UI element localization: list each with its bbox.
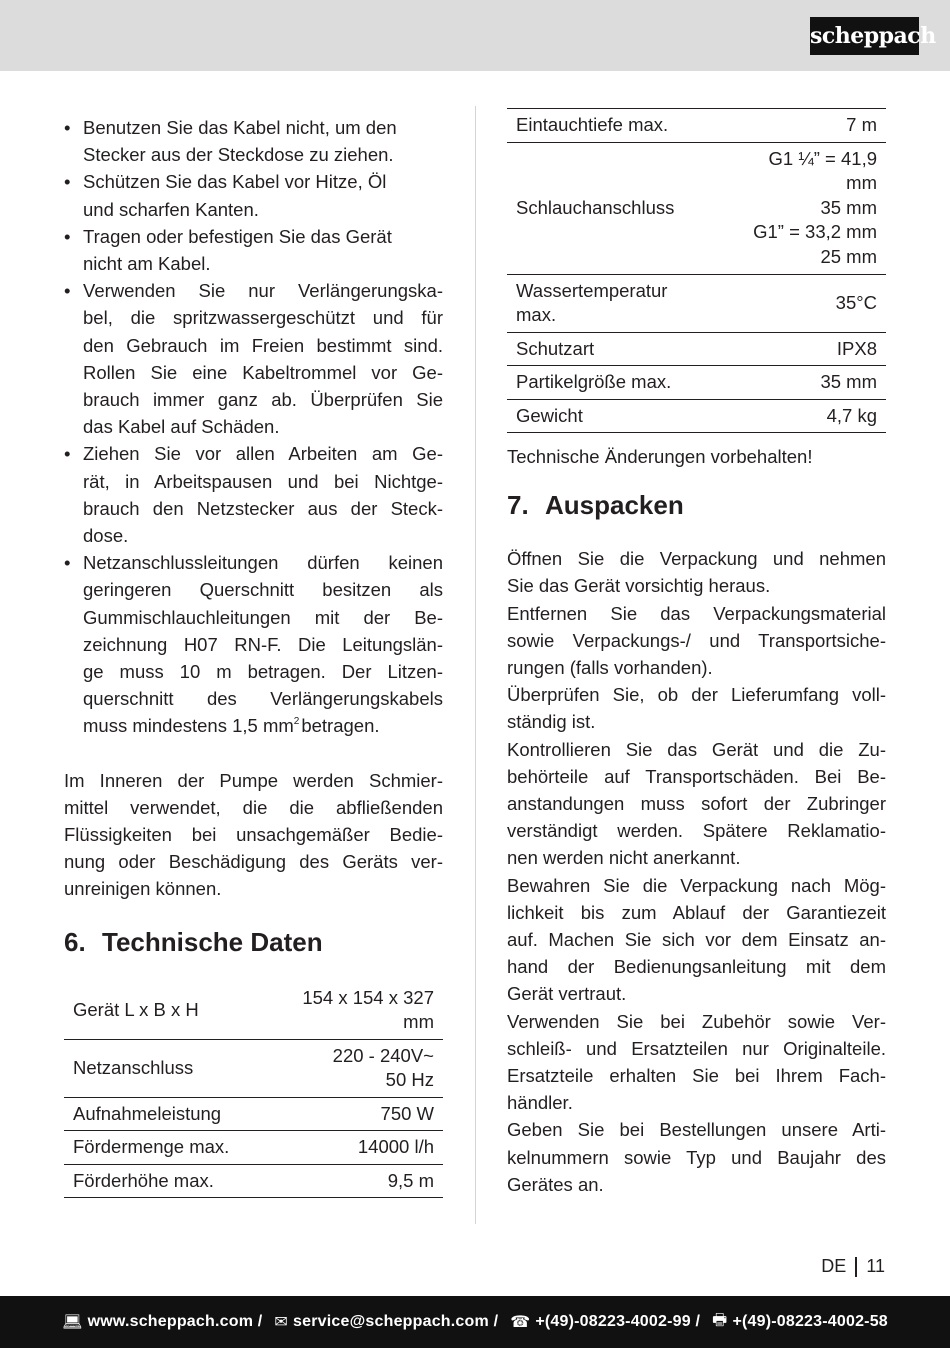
bullet-item (64, 223, 443, 277)
spec-value: IPX8 (836, 337, 877, 359)
text-line: nicht am Kabel. (83, 253, 211, 275)
bullet-item (64, 440, 443, 549)
spec-label: Schlauchanschluss (516, 196, 675, 218)
column-divider (475, 106, 476, 1224)
text-line: behörteile auf Transportschäden. Bei Be- (507, 765, 886, 787)
spec-value: 14000 l/h (357, 1136, 434, 1158)
spec-label: Netzanschluss (73, 1056, 194, 1078)
section-7-heading (507, 490, 886, 521)
envelope-icon: ✉︎ (274, 1314, 289, 1331)
spec-label: Eintauchtiefe max. (516, 114, 669, 135)
section-number: 7. (507, 490, 529, 521)
text-line: • Netzanschlussleitungen dürfen keinen (83, 552, 443, 574)
text-line: Bewahren Sie die Verpackung nach Mög- (507, 874, 886, 896)
fax-number: +(49)-08223-4002-58 (732, 1313, 888, 1330)
text-line: bel, die spritzwassergeschützt und für (83, 307, 443, 329)
text-line: anstandungen muss sofort der Zubringer (507, 793, 886, 815)
text-line: • Verwenden Sie nur Verlängerungska- (83, 280, 443, 302)
text-line: Sie das Gerät vorsichtig heraus. (507, 575, 771, 597)
page-number-divider (855, 1257, 857, 1277)
text-line: nung oder Beschädigung des Geräts ver- (64, 851, 443, 873)
phone-icon: ☎ (510, 1314, 531, 1331)
page-number-value: 11 (866, 1256, 885, 1276)
table-row (64, 1039, 443, 1097)
spec-value (717, 142, 886, 274)
spec-label: Schutzart (516, 337, 595, 359)
spec-label: Gerät L x B x H (73, 998, 199, 1020)
text-line: unreinigen können. (64, 878, 222, 900)
section-number: 6. (64, 926, 86, 957)
safety-bullet-list (64, 114, 443, 740)
table-row (64, 1131, 443, 1165)
text-line: • Ziehen Sie vor allen Arbeiten am Ge- (83, 443, 443, 465)
value-line: G1 ¼” = 41,9 (768, 147, 877, 169)
text-line: geringeren Querschnitt besitzen als (83, 579, 443, 601)
table-row (507, 274, 886, 332)
bullet-item (64, 277, 443, 440)
value-line: 35 mm (820, 196, 877, 218)
text-line: Flüssigkeiten bei unsachgemäßer Bedie- (64, 824, 443, 846)
text-line: Kontrollieren Sie das Gerät und die Zu- (507, 738, 886, 760)
spec-label: Fördermenge max. (73, 1136, 230, 1158)
text-line: und scharfen Kanten. (83, 198, 259, 220)
text-fragment: betragen. (301, 715, 380, 737)
text-line: brauch immer ganz ab. Überprüfen Sie (83, 389, 443, 411)
text-line: ge muss 10 m betragen. Der Litzen- (83, 661, 443, 683)
spec-value: 7 m (846, 114, 877, 135)
spec-value: 4,7 kg (826, 404, 877, 426)
right-column (507, 108, 886, 1198)
bullet-item (64, 549, 443, 739)
tech-data-table-right (507, 108, 886, 433)
label-line: Wassertemperatur (516, 279, 668, 301)
value-line: 154 x 154 x 327 (302, 986, 434, 1008)
value-line: 25 mm (820, 245, 877, 267)
text-line: Im Inneren der Pumpe werden Schmier- (64, 769, 443, 791)
spec-label: Aufnahmeleistung (73, 1102, 222, 1124)
text-line: Überprüfen Sie, ob der Lieferumfang voll- (507, 684, 886, 706)
text-line: • Tragen oder befestigen Sie das Gerät (83, 225, 392, 247)
spec-label: Förderhöhe max. (73, 1169, 214, 1191)
table-row (64, 1097, 443, 1131)
phone-number: +(49)-08223-4002-99 / (535, 1313, 701, 1330)
superscript: 2 (293, 716, 300, 728)
text-line: das Kabel auf Schäden. (83, 416, 280, 438)
table-row (507, 366, 886, 400)
text-line: Gummischlauchleitungen mit der Be- (83, 606, 443, 628)
table-row (64, 982, 443, 1040)
text-line: ständig ist. (507, 711, 596, 733)
text-line: händler. (507, 1092, 573, 1114)
left-column (64, 114, 443, 1198)
section-6-heading (64, 927, 443, 958)
text-line: schleiß- und Ersatzteilen nur Originalteile. (507, 1037, 886, 1059)
spec-label: Gewicht (516, 404, 583, 426)
text-line: • Benutzen Sie das Kabel nicht, um den (83, 117, 397, 138)
text-line: den Gebrauch im Freien bestimmt sind. (83, 334, 443, 356)
computer-icon: 💻︎ (62, 1314, 83, 1331)
email-link[interactable]: service@scheppach.com / (293, 1313, 499, 1330)
tech-data-table-left (64, 982, 443, 1199)
table-row (64, 1164, 443, 1198)
table-row (507, 399, 886, 433)
text-line: Ersatzteile erhalten Sie bei Ihrem Fach- (507, 1065, 886, 1087)
spec-value: 9,5 m (387, 1169, 434, 1191)
bullet-item (64, 114, 443, 168)
text-line: querschnitt des Verlängerungskabels (83, 688, 443, 710)
text-line: zeichnung H07 RN-F. Die Leitungslän- (83, 633, 443, 655)
footer-contact-bar (0, 1296, 950, 1348)
text-line: sowie Verpackungs-/ und Transportsiche- (507, 629, 886, 651)
value-line: 50 Hz (385, 1069, 434, 1091)
text-line: Gerät vertraut. (507, 983, 627, 1005)
table-row (507, 109, 886, 143)
section-title: Technische Daten (102, 926, 323, 957)
value-line: 220 - 240V~ (332, 1044, 434, 1066)
changes-note: Technische Änderungen vorbehalten! (507, 446, 813, 467)
text-line: nen werden nicht anerkannt. (507, 847, 741, 869)
text-line: rungen (falls vorhanden). (507, 657, 713, 679)
text-line: hand der Bedienungsanleitung mit dem (507, 956, 886, 978)
text-line: Verwenden Sie bei Zubehör sowie Ver- (507, 1010, 886, 1032)
text-line: verständigt werden. Spätere Reklamatio- (507, 820, 886, 842)
label-line: max. (516, 304, 557, 325)
spec-value (268, 982, 443, 1040)
header-band (0, 0, 950, 71)
text-line: Gerätes an. (507, 1173, 604, 1195)
text-line: rät, in Arbeitspausen und bei Nichtge- (83, 470, 443, 492)
spec-label (507, 274, 717, 332)
section-title: Auspacken (545, 490, 684, 521)
text-line: • Schützen Sie das Kabel vor Hitze, Öl (83, 171, 387, 193)
page-number (821, 1256, 885, 1277)
spec-label: Partikelgröße max. (516, 371, 672, 392)
text-line: Geben Sie bei Bestellungen unsere Arti- (507, 1119, 886, 1141)
text-line: Öffnen Sie die Verpackung und nehmen (507, 548, 886, 570)
spec-value (268, 1039, 443, 1097)
value-line: mm (846, 172, 877, 194)
brand-logo: scheppach (810, 17, 919, 55)
fax-icon: 🖶︎ (712, 1311, 728, 1329)
text-line: lichkeit bis zum Ablauf der Garantiezeit (507, 901, 886, 923)
value-line: mm (403, 1011, 434, 1033)
unpacking-paragraph (507, 545, 886, 1198)
table-row (507, 332, 886, 366)
text-line: brauch den Netzstecker aus der Steck- (83, 497, 443, 519)
text-line: Rollen Sie eine Kabeltrommel vor Ge- (83, 361, 443, 383)
spec-value: 35 mm (820, 371, 877, 392)
text-line: Entfernen Sie das Verpackungsmaterial (507, 602, 886, 624)
table-row (507, 142, 886, 274)
language-code: DE (821, 1256, 847, 1276)
value-line: G1” = 33,2 mm (753, 221, 877, 243)
text-line: auf. Machen Sie sich vor dem Einsatz an- (507, 929, 886, 951)
text-line: kelnummern sowie Typ und Baujahr des (507, 1146, 886, 1168)
text-line: Stecker aus der Steckdose zu ziehen. (83, 144, 394, 166)
lubricant-paragraph (64, 767, 443, 903)
website-link[interactable]: www.scheppach.com / (87, 1313, 263, 1330)
spec-value: 750 W (380, 1102, 434, 1124)
text-line: dose. (83, 525, 129, 547)
text-line: mittel verwendet, die die abfließenden (64, 796, 443, 818)
spec-value: 35°C (835, 291, 877, 313)
text-line (83, 712, 443, 739)
text-fragment: muss mindestens 1,5 mm (83, 715, 294, 737)
bullet-item (64, 168, 443, 222)
